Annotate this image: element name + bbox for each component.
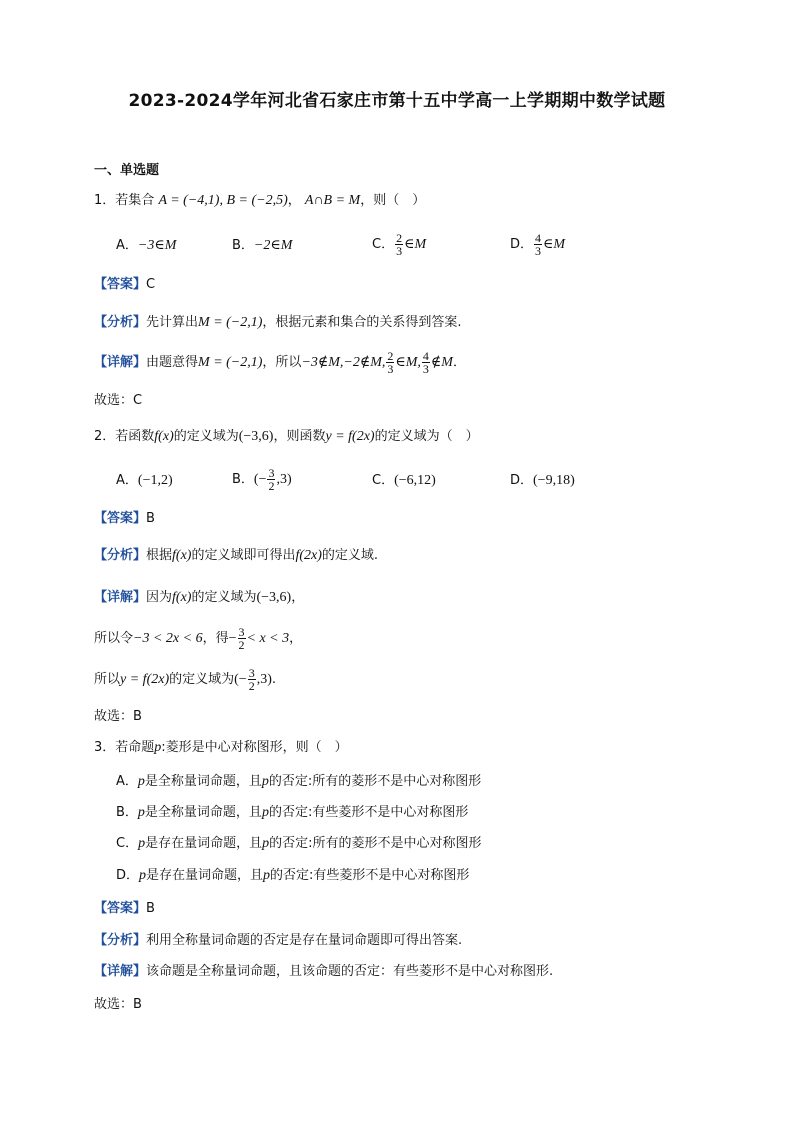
q2-detail: 【详解】因为f(x)的定义域为(−3,6)， bbox=[94, 590, 305, 605]
page-title: 2023-2024学年河北省石家庄市第十五中学高一上学期期中数学试题 bbox=[128, 91, 666, 111]
q2-detail-line3: 所以y = f(2x)的定义域为(− $\frac{3}{2}$ ,3). bbox=[94, 666, 276, 693]
q2-detail-line2: 所以令−3 < 2x < 6，得− $\frac{3}{2}$ < x < 3， bbox=[94, 625, 303, 652]
q2-option-c: C．(−6,12) bbox=[372, 473, 436, 488]
q2-option-d: D．(−9,18) bbox=[510, 473, 575, 488]
q1-analysis: 【分析】先计算出M = (−2,1)，根据元素和集合的关系得到答案. bbox=[94, 315, 462, 330]
q3-choice: 故选：B bbox=[94, 997, 142, 1012]
q1-stem: 1．若集合 A = (−4,1), B = (−2,5)， A∩B = M，则（ ） bbox=[94, 193, 426, 208]
q1-option-b: B．−2∈M bbox=[232, 238, 293, 253]
q2-option-b: B．(− $\frac{3}{2}$ ,3) bbox=[232, 466, 292, 493]
q1-option-a: A．−3∈M bbox=[116, 238, 177, 253]
q3-option-d: D．p是存在量词命题，且p的否定:有些菱形不是中心对称图形 bbox=[116, 868, 470, 883]
q3-detail: 【详解】该命题是全称量词命题，且该命题的否定：有些菱形不是中心对称图形. bbox=[94, 964, 554, 979]
q3-answer: 【答案】B bbox=[94, 901, 155, 916]
q2-choice: 故选：B bbox=[94, 709, 142, 724]
q1-option-d: D． $\frac{4}{3}$ ∈M bbox=[510, 231, 566, 258]
q3-stem: 3．若命题p:菱形是中心对称图形，则（ ） bbox=[94, 740, 348, 755]
q1-detail: 【详解】由题意得M = (−2,1)，所以−3∉M,−2∉M, $\frac{2}{3}$ ∈M, $\frac{4}{3}$ ∉M． bbox=[94, 349, 466, 376]
q1-option-c: C． $\frac{2}{3}$ ∈M bbox=[372, 231, 427, 258]
q2-analysis: 【分析】根据f(x)的定义域即可得出f(2x)的定义域. bbox=[94, 548, 379, 563]
q2-answer: 【答案】B bbox=[94, 511, 155, 526]
q3-analysis: 【分析】利用全称量词命题的否定是存在量词命题即可得出答案. bbox=[94, 933, 463, 948]
q3-option-a: A．p是全称量词命题，且p的否定:所有的菱形不是中心对称图形 bbox=[116, 774, 482, 789]
section-heading: 一、单选题 bbox=[94, 163, 160, 178]
q3-option-b: B．p是全称量词命题，且p的否定:有些菱形不是中心对称图形 bbox=[116, 805, 469, 820]
q2-option-a: A．(−1,2) bbox=[116, 473, 173, 488]
q1-answer: 【答案】C bbox=[94, 277, 156, 292]
q2-stem: 2．若函数f(x)的定义域为(−3,6)，则函数y = f(2x)的定义域为（ ） bbox=[94, 429, 479, 444]
q1-choice: 故选：C bbox=[94, 393, 143, 408]
q3-option-c: C．p是存在量词命题，且p的否定:所有的菱形不是中心对称图形 bbox=[116, 836, 482, 851]
